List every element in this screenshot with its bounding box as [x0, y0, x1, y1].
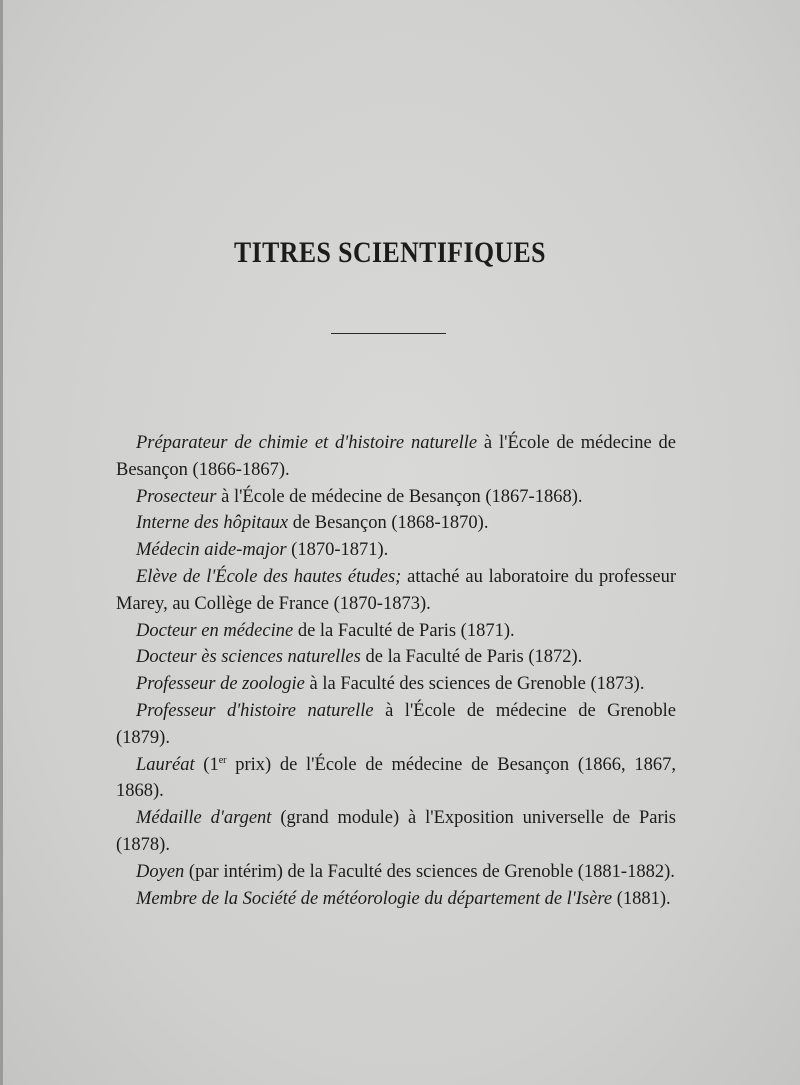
entry-role: Médaille d'argent	[136, 808, 272, 829]
titles-list	[116, 430, 676, 912]
list-item	[116, 618, 676, 645]
entry-text: de la Faculté de Paris (1872).	[360, 647, 583, 668]
ordinal-superscript: er	[218, 754, 227, 766]
entry-role: Professeur d'histoire naturelle	[136, 700, 374, 721]
entry-text: à l'École de médecine de Besançon (1867-1868).	[216, 486, 583, 507]
list-item	[116, 805, 676, 859]
entry-role: Prosecteur	[136, 486, 217, 507]
entry-text: de Besançon (1868-1870).	[288, 513, 489, 534]
list-item	[116, 564, 676, 618]
entry-role: Doyen	[136, 861, 185, 882]
entry-text: de la Faculté de Paris (1871).	[293, 620, 515, 641]
list-item	[116, 430, 676, 484]
entry-role: Membre de la Société de météorologie du département de l'Isère	[136, 888, 613, 909]
list-item	[116, 510, 676, 537]
entry-role: Docteur en médecine	[136, 620, 294, 641]
entry-role: Docteur ès sciences naturelles	[136, 647, 361, 668]
list-item	[116, 644, 676, 671]
list-item	[116, 752, 676, 806]
entry-text: (1870-1871).	[286, 540, 389, 561]
entry-role: Professeur de zoologie	[136, 674, 305, 695]
entry-role: Lauréat	[136, 754, 195, 775]
list-item	[116, 886, 676, 913]
entry-text: prix) de l'École de médecine de Besançon (1866, 1867, 1868).	[116, 754, 676, 802]
list-item	[116, 859, 676, 886]
page-edge	[0, 0, 3, 1085]
entry-text: (grand module) à l'Exposition universelle de Paris (1878).	[116, 808, 676, 855]
entry-role: Interne des hôpitaux	[136, 513, 289, 534]
entry-text: à l'École de médecine de Besançon (1866-1867).	[116, 433, 676, 480]
entry-text: à l'École de médecine de Grenoble (1879).	[116, 700, 676, 748]
entry-text: (1	[194, 754, 219, 775]
list-item	[116, 698, 676, 752]
title-divider	[331, 333, 446, 334]
entry-role: Préparateur de chimie et d'histoire naturelle	[136, 433, 478, 453]
list-item	[116, 484, 676, 511]
list-item	[116, 671, 676, 698]
list-item	[116, 537, 676, 564]
entry-text: (1881).	[612, 888, 671, 909]
entry-text: à la Faculté des sciences de Grenoble (1873).	[304, 674, 645, 695]
entry-text: attaché au laboratoire du professeur Marey, au Collège de France (1870-1873).	[116, 566, 676, 614]
page-title: TITRES SCIENTIFIQUES	[234, 236, 546, 269]
entry-role: Médecin aide-major	[136, 540, 287, 561]
entry-role: Elève de l'École des hautes études;	[136, 566, 402, 587]
entry-text: (par intérim) de la Faculté des sciences de Grenoble (1881-1882).	[184, 861, 675, 882]
